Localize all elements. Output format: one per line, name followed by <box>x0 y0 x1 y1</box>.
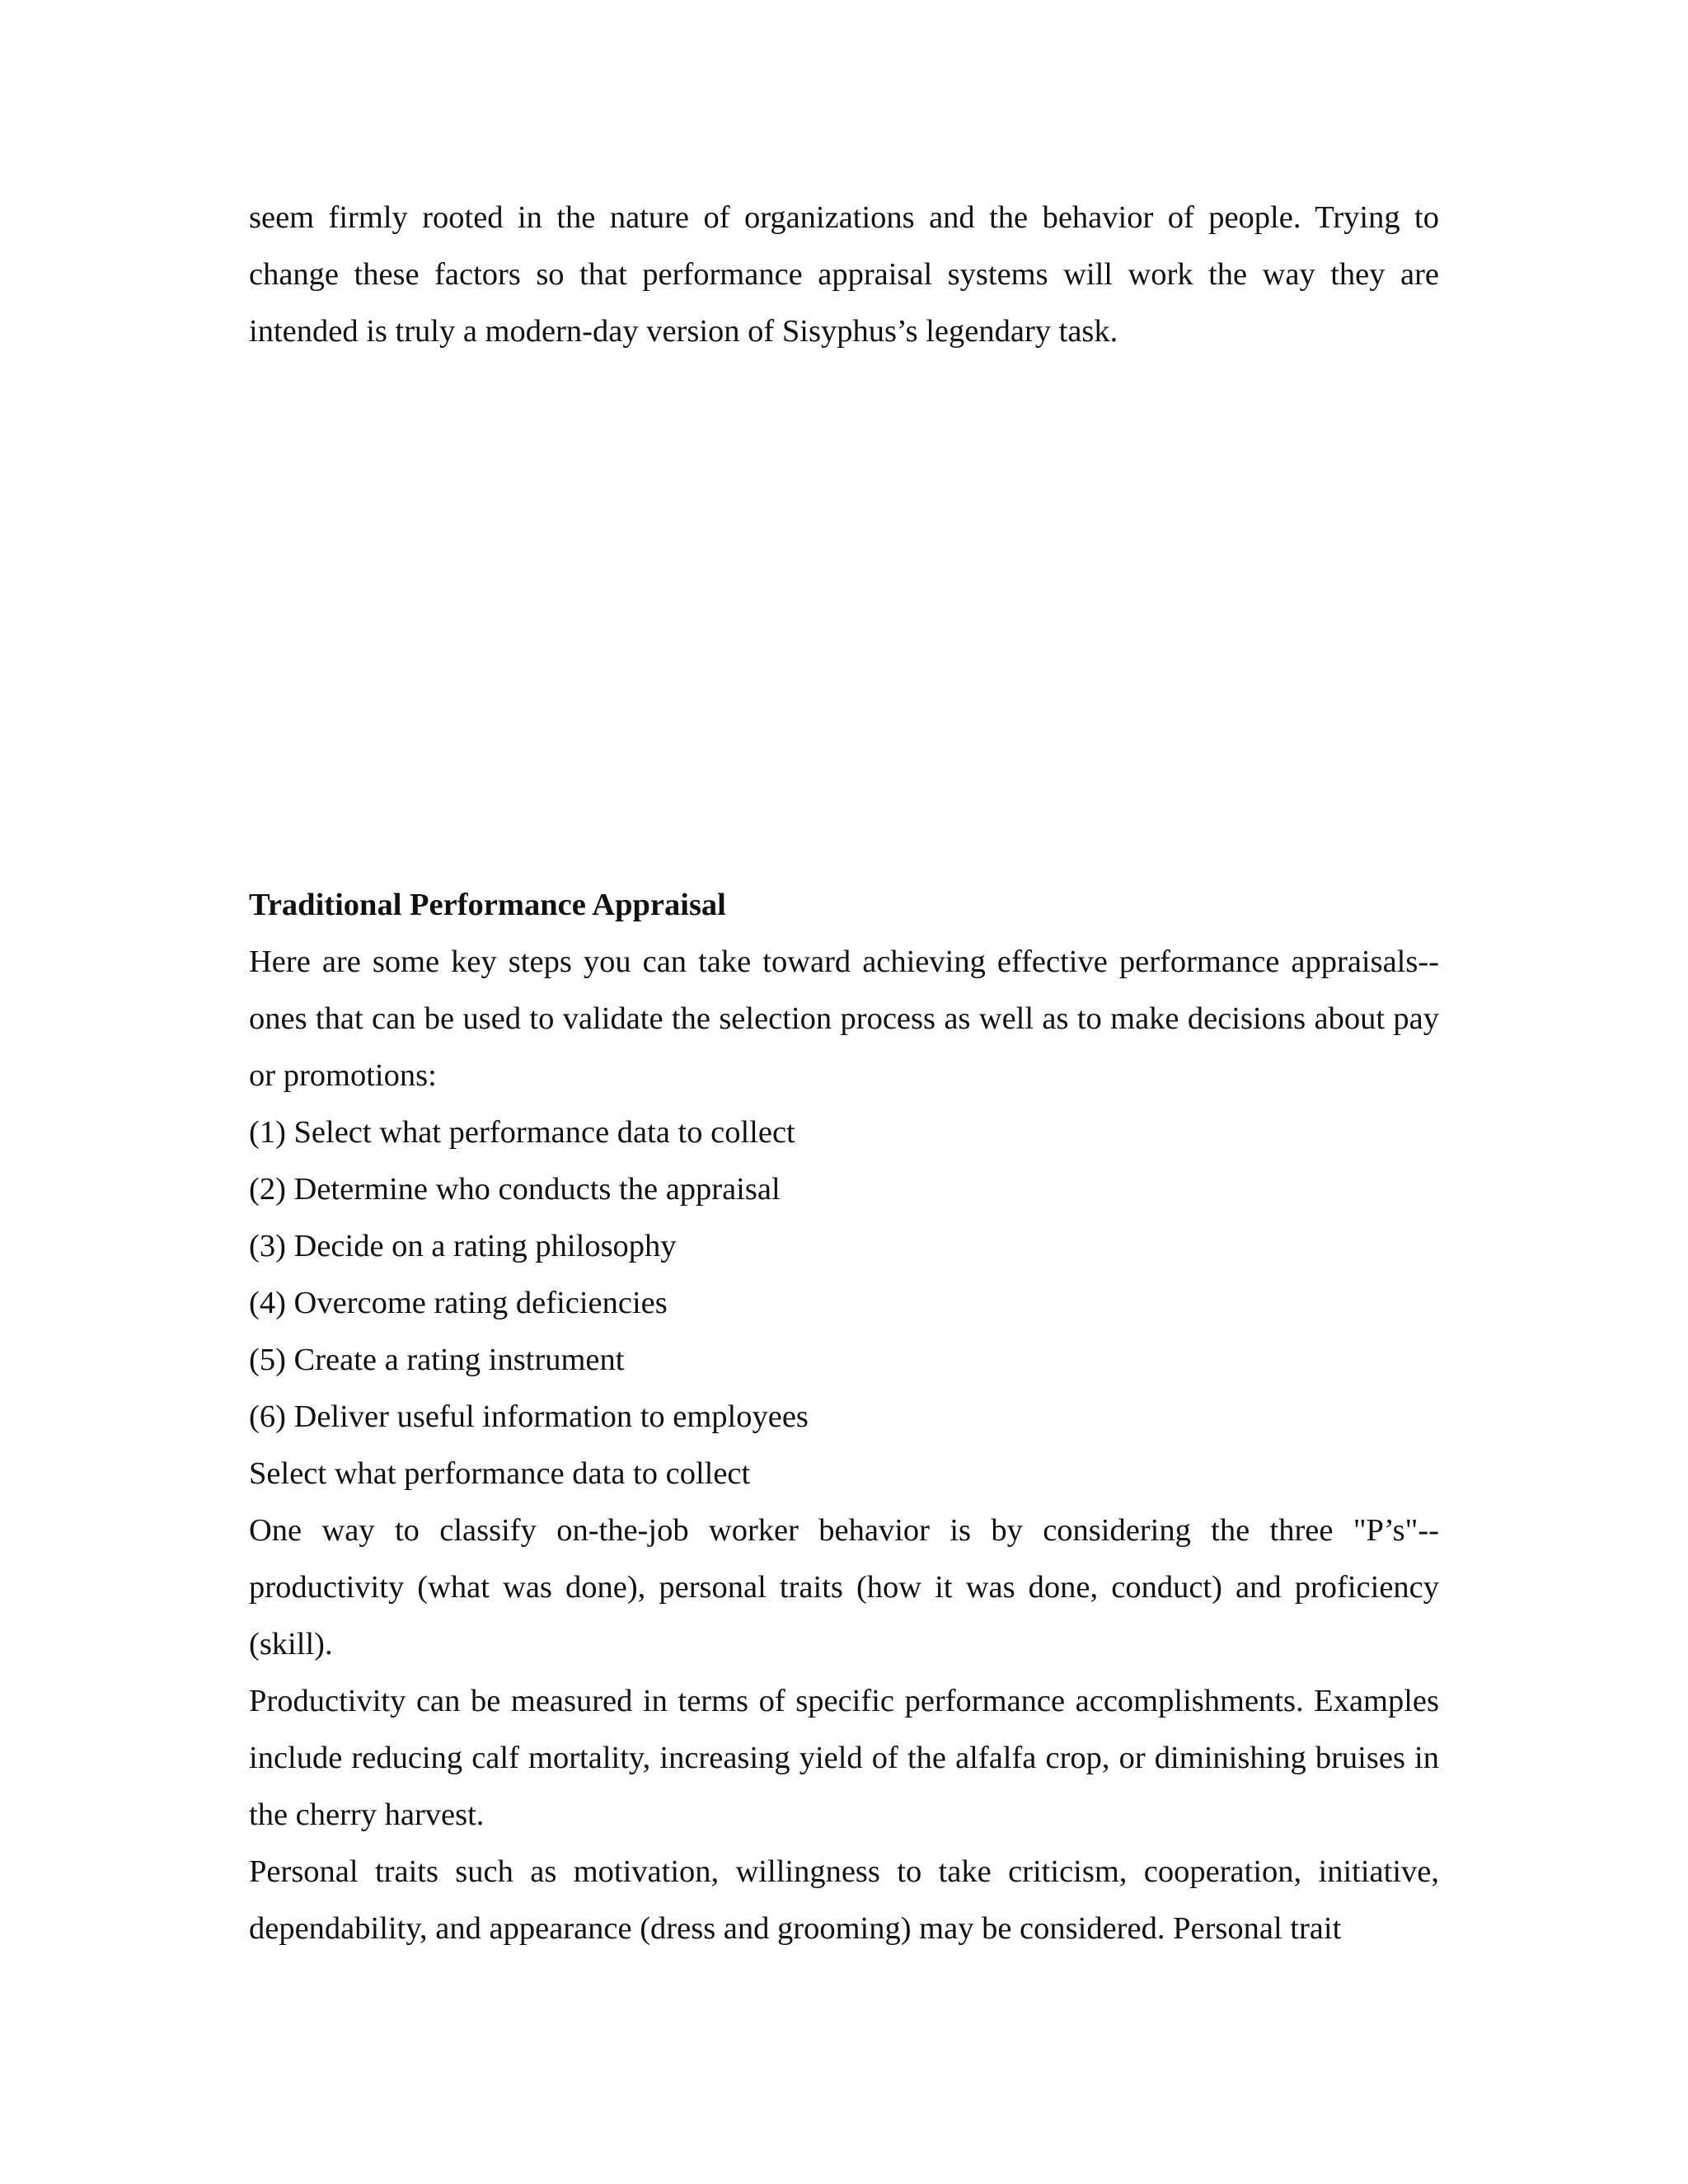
traditional-appraisal-section <box>249 877 1439 1957</box>
step-item: (4) Overcome rating deficiencies <box>249 1286 668 1320</box>
step-item: (5) Create a rating instrument <box>249 1343 625 1377</box>
subsection-title: Select what performance data to collect <box>249 1456 751 1491</box>
step-item: (6) Deliver useful information to employees <box>249 1399 809 1434</box>
step-item: (3) Decide on a rating philosophy <box>249 1229 677 1263</box>
step-item: (2) Determine who conducts the appraisal <box>249 1172 781 1207</box>
productivity-paragraph: Productivity can be measured in terms of specific performance accomplishments. Examples include reducing calf mortality, increasing yield of the alfalfa crop, or diminishing bruises in the cherry harvest. <box>249 1684 1439 1832</box>
intro-paragraph: Here are some key steps you can take toward achieving effective performance appraisals--ones that can be used to validate the selection process as well as to make decisions about pay or promotions: <box>249 944 1439 1093</box>
personal-traits-paragraph: Personal traits such as motivation, willingness to take criticism, cooperation, initiative, dependability, and appearance (dress and grooming) may be considered. Personal trait <box>249 1854 1439 1946</box>
step-item: (1) Select what performance data to collect <box>249 1115 795 1150</box>
continuation-paragraph: seem firmly rooted in the nature of organizations and the behavior of people. Trying to change these factors so that performance appraisal systems will work the way they are intended is truly a modern-day version of Sisyphus’s legendary task. <box>249 200 1439 349</box>
top-text-block <box>249 190 1439 360</box>
section-heading: Traditional Performance Appraisal <box>249 888 726 922</box>
three-ps-paragraph: One way to classify on-the-job worker behavior is by considering the three "P’s"--productivity (what was done), personal traits (how it was done, conduct) and proficiency (skill). <box>249 1513 1439 1661</box>
